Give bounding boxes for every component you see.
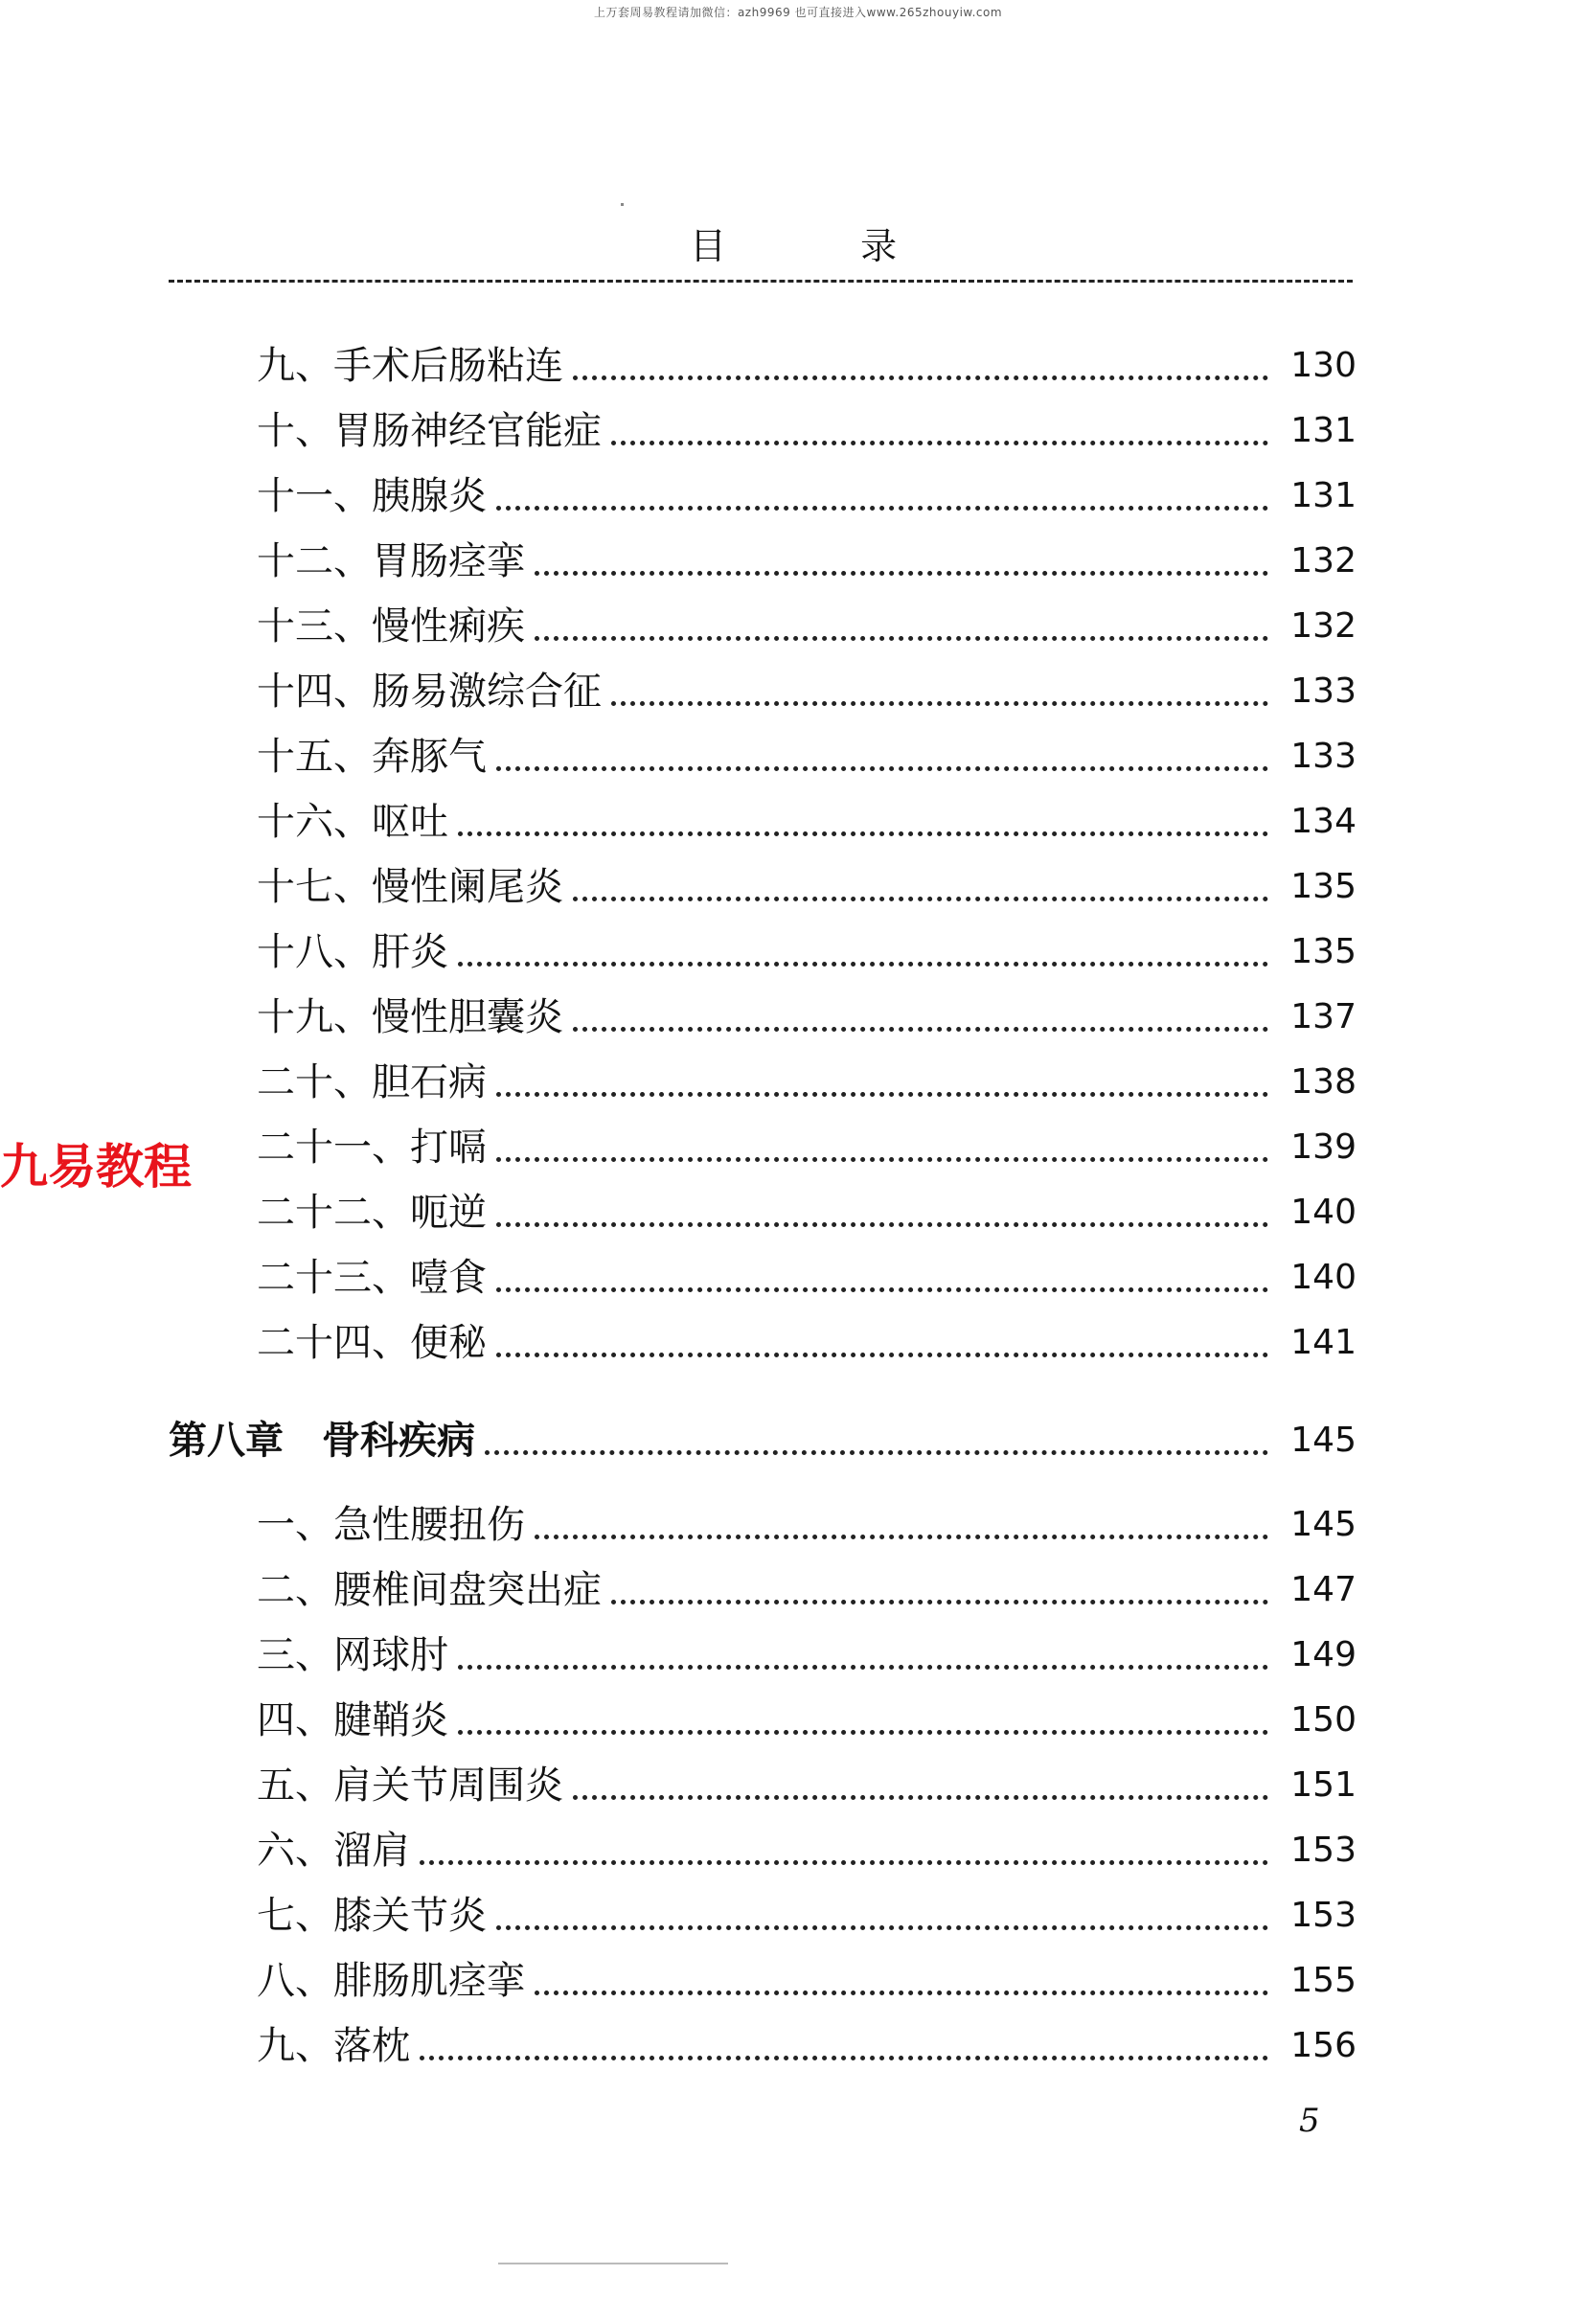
toc-entry — [169, 1105, 1357, 1171]
toc-entry-label: 六、溜肩 — [257, 1829, 410, 1873]
toc-entry — [169, 1743, 1357, 1809]
chapter-title: 骨科疾病 — [322, 1418, 475, 1463]
dot-leader — [535, 1535, 1268, 1539]
toc-entry-label: 十七、慢性阑尾炎 — [257, 865, 563, 909]
toc-entry-label: 九、落枕 — [257, 2024, 410, 2068]
table-of-contents — [169, 324, 1357, 2069]
dot-leader — [420, 1860, 1268, 1865]
dot-leader — [496, 1287, 1268, 1292]
toc-entry — [169, 975, 1357, 1040]
toc-entry — [169, 845, 1357, 910]
toc-entry-label: 十、胃肠神经官能症 — [257, 409, 602, 453]
toc-entry-label: 二十一、打嗝 — [257, 1126, 487, 1170]
toc-entry-page: 130 — [1290, 346, 1357, 385]
page-number: 5 — [1299, 2102, 1320, 2140]
title-divider — [169, 280, 1353, 283]
dot-leader — [458, 962, 1268, 967]
toc-entry-page: 150 — [1290, 1700, 1357, 1740]
dot-leader — [573, 375, 1268, 380]
toc-entry-page: 151 — [1290, 1765, 1357, 1805]
toc-entry-page: 133 — [1290, 737, 1357, 776]
toc-entry — [169, 1613, 1357, 1678]
toc-entry-page: 153 — [1290, 1896, 1357, 1935]
toc-entry — [169, 454, 1357, 519]
toc-entry-page: 131 — [1290, 476, 1357, 515]
toc-entry-page: 145 — [1290, 1421, 1357, 1460]
toc-entry-page: 145 — [1290, 1505, 1357, 1544]
scan-speck — [498, 2263, 728, 2264]
toc-entry-label: 九、手术后肠粘连 — [257, 344, 563, 388]
toc-entry-label: 十九、慢性胆囊炎 — [257, 995, 563, 1039]
toc-entry-page: 132 — [1290, 606, 1357, 646]
page-title: 目 录 — [690, 225, 959, 267]
toc-entry — [169, 1236, 1357, 1301]
toc-entry-label: 七、膝关节炎 — [257, 1894, 487, 1938]
toc-entry-label: 三、网球肘 — [257, 1633, 448, 1677]
dot-leader — [573, 1795, 1268, 1800]
dot-leader — [535, 636, 1268, 641]
header-notice: 上万套周易教程请加微信：azh9969 也可直接进入www.265zhouyiw.com — [593, 6, 1003, 19]
toc-entry-label: 十六、呕吐 — [257, 800, 448, 844]
toc-entry-label: 五、肩关节周围炎 — [257, 1763, 563, 1808]
dot-leader — [573, 1027, 1268, 1032]
toc-entry — [169, 1483, 1357, 1548]
toc-entry — [169, 1809, 1357, 1874]
toc-entry — [169, 389, 1357, 454]
toc-entry-page: 138 — [1290, 1062, 1357, 1102]
toc-entry-page: 135 — [1290, 932, 1357, 971]
toc-entry — [169, 780, 1357, 845]
toc-entry — [169, 1678, 1357, 1743]
toc-entry-label: 二十四、便秘 — [257, 1321, 487, 1365]
toc-entry-label: 二十二、呃逆 — [257, 1191, 487, 1235]
toc-entry-label: 十八、肝炎 — [257, 930, 448, 974]
toc-entry-page: 147 — [1290, 1570, 1357, 1609]
dot-leader — [496, 1353, 1268, 1357]
toc-entry — [169, 1548, 1357, 1613]
toc-entry-page: 137 — [1290, 997, 1357, 1036]
toc-entry-page: 155 — [1290, 1961, 1357, 2000]
toc-entry-label: 二、腰椎间盘突出症 — [257, 1568, 602, 1612]
toc-entry-label: 一、急性腰扭伤 — [257, 1503, 525, 1547]
dot-leader — [458, 831, 1268, 836]
toc-entry — [169, 2004, 1357, 2069]
toc-entry — [169, 715, 1357, 780]
toc-entry-page: 140 — [1290, 1258, 1357, 1297]
dot-leader — [611, 1600, 1268, 1604]
toc-entry-page: 140 — [1290, 1193, 1357, 1232]
toc-entry — [169, 584, 1357, 649]
toc-entry — [169, 1301, 1357, 1366]
dot-leader — [496, 1925, 1268, 1930]
toc-entry-label: 十五、奔豚气 — [257, 735, 487, 779]
toc-entry — [169, 519, 1357, 584]
scan-speck — [621, 203, 624, 206]
toc-entry-label: 二十、胆石病 — [257, 1060, 487, 1104]
chapter-number: 第八章 — [169, 1418, 284, 1463]
toc-entry-page: 149 — [1290, 1635, 1357, 1674]
toc-entry — [169, 649, 1357, 715]
toc-entry — [169, 1874, 1357, 1939]
dot-leader — [496, 1157, 1268, 1162]
toc-entry-page: 135 — [1290, 867, 1357, 906]
dot-leader — [496, 1222, 1268, 1227]
toc-entry-label: 四、腱鞘炎 — [257, 1698, 448, 1742]
dot-leader — [611, 441, 1268, 445]
toc-entry-page: 153 — [1290, 1831, 1357, 1870]
toc-entry — [169, 910, 1357, 975]
toc-entry-label: 十四、肠易激综合征 — [257, 670, 602, 714]
watermark-logo: 九易教程 — [0, 1139, 192, 1195]
dot-leader — [496, 766, 1268, 771]
dot-leader — [496, 1092, 1268, 1097]
dot-leader — [496, 506, 1268, 511]
toc-entry-page: 131 — [1290, 411, 1357, 450]
toc-entry-page: 134 — [1290, 802, 1357, 841]
toc-entry — [169, 324, 1357, 389]
dot-leader — [458, 1665, 1268, 1670]
toc-entry-label: 十二、胃肠痉挛 — [257, 539, 525, 583]
dot-leader — [535, 571, 1268, 576]
dot-leader — [611, 701, 1268, 706]
toc-entry — [169, 1939, 1357, 2004]
toc-entry-label: 十三、慢性痢疾 — [257, 604, 525, 648]
dot-leader — [535, 1991, 1268, 1995]
toc-entry-page: 141 — [1290, 1323, 1357, 1362]
dot-leader — [485, 1450, 1268, 1455]
dot-leader — [420, 2056, 1268, 2060]
toc-entry-label: 二十三、噎食 — [257, 1256, 487, 1300]
toc-chapter-entry — [169, 1383, 1357, 1464]
toc-entry-page: 132 — [1290, 541, 1357, 580]
toc-entry-page: 139 — [1290, 1127, 1357, 1167]
toc-entry — [169, 1040, 1357, 1105]
toc-entry-page: 156 — [1290, 2026, 1357, 2065]
dot-leader — [458, 1730, 1268, 1735]
toc-entry — [169, 1171, 1357, 1236]
dot-leader — [573, 897, 1268, 901]
toc-entry-label: 八、腓肠肌痉挛 — [257, 1959, 525, 2003]
toc-entry-page: 133 — [1290, 671, 1357, 711]
toc-entry-label: 十一、胰腺炎 — [257, 474, 487, 518]
